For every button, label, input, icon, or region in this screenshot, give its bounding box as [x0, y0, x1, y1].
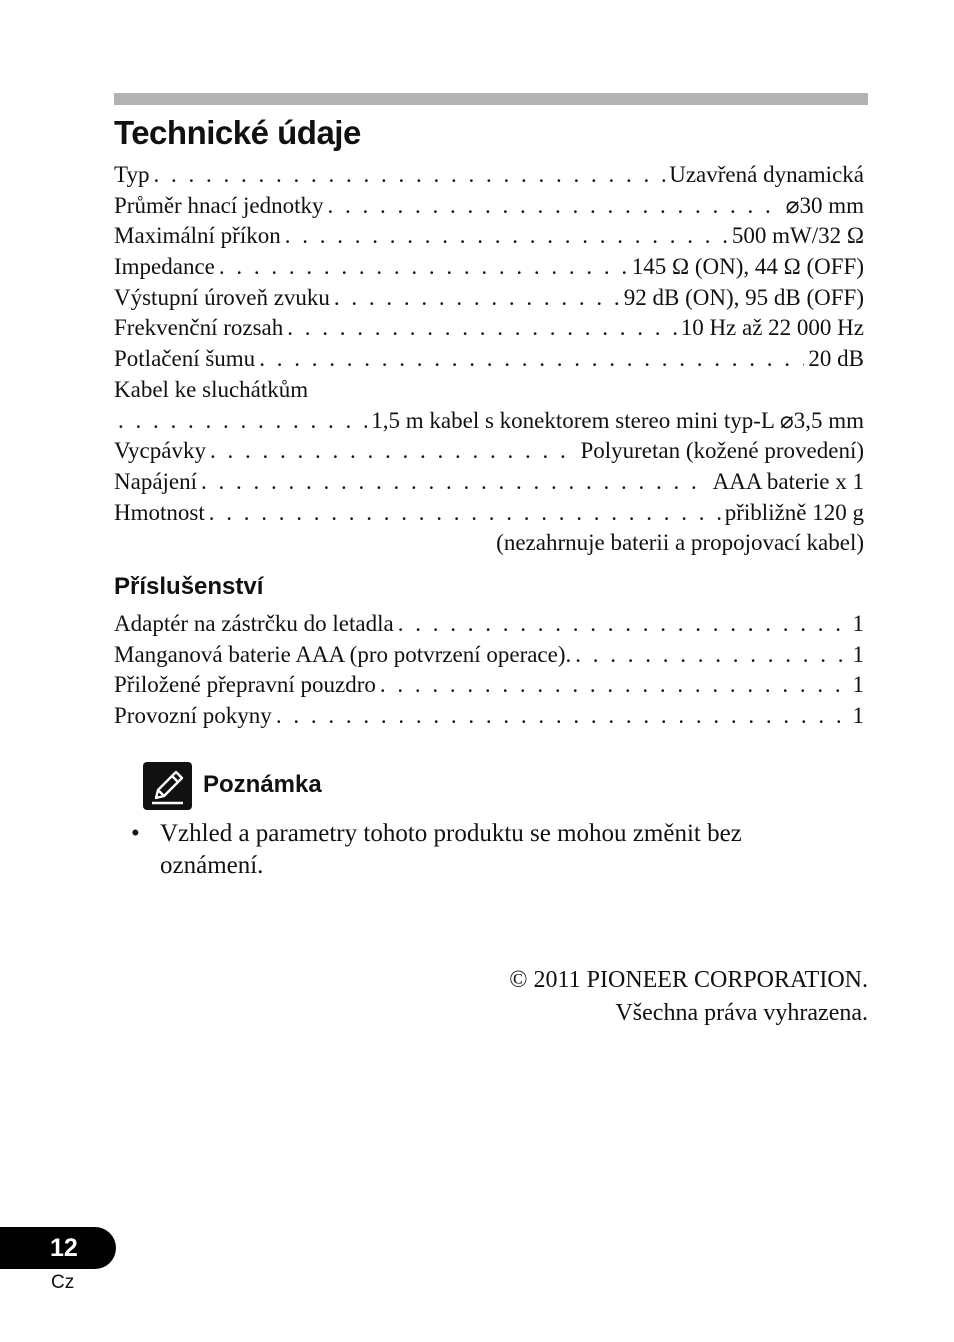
spec-list: [114, 160, 864, 559]
spec-row: [114, 406, 864, 437]
spec-label: Hmotnost: [114, 499, 205, 525]
spec-value: přibližně 120 g: [724, 499, 864, 525]
spec-label: Maximální příkon: [114, 223, 281, 249]
spec-label: Vycpávky: [114, 438, 206, 464]
spec-value: 10 Hz až 22 000 Hz: [680, 315, 864, 341]
spec-label: Frekvenční rozsah: [114, 315, 284, 341]
spec-row: [114, 221, 864, 252]
accessory-label: Manganová baterie AAA (pro potvrzení operace).: [114, 641, 572, 667]
spec-value: ⌀30 mm: [785, 192, 864, 218]
spec-value: Uzavřená dynamická: [669, 162, 864, 187]
spec-row: [114, 160, 864, 191]
accessory-qty: 1: [852, 611, 864, 636]
spec-value: 145 Ω (ON), 44 Ω (OFF): [631, 254, 864, 280]
spec-row: [114, 375, 864, 406]
copyright: [509, 964, 868, 1030]
spec-label: Kabel ke sluchátkům: [114, 376, 309, 402]
copyright-line: © 2011 PIONEER CORPORATION.: [509, 967, 868, 993]
spec-row: [114, 191, 864, 222]
accessory-qty: 1: [852, 641, 864, 667]
page-number: 12: [0, 1227, 116, 1269]
accessory-row: [114, 701, 864, 732]
pencil-icon: [143, 762, 192, 810]
spec-value: 500 mW/32 Ω: [731, 223, 864, 249]
spec-label: Napájení: [114, 468, 198, 494]
note-item: [131, 818, 821, 882]
spec-value: 1,5 m kabel s konektorem stereo mini typ-L ⌀3,5 mm: [371, 407, 864, 433]
accessory-row: [114, 670, 864, 701]
spec-row: [114, 436, 864, 467]
accessories-list: [114, 609, 864, 732]
bullet: •: [131, 820, 140, 847]
spec-row: [114, 498, 864, 529]
spec-value: 20 dB: [808, 346, 864, 372]
page-title: Technické údaje: [114, 114, 361, 151]
accessory-row: [114, 609, 864, 640]
rights-line: Všechna práva vyhrazena.: [615, 1000, 868, 1026]
accessory-row: [114, 640, 864, 671]
spec-row: [114, 467, 864, 498]
spec-row: [114, 344, 864, 375]
spec-label: Průměr hnací jednotky: [114, 192, 324, 218]
spec-row: [114, 313, 864, 344]
header-bar: [114, 93, 868, 105]
spec-label: Impedance: [114, 254, 215, 280]
spec-row: [114, 283, 864, 314]
spec-value: AAA baterie x 1: [712, 468, 864, 494]
spec-label: Potlačení šumu: [114, 346, 256, 372]
accessory-label: Přiložené přepravní pouzdro: [114, 672, 376, 698]
spec-value: 92 dB (ON), 95 dB (OFF): [623, 284, 864, 310]
spec-row: [114, 252, 864, 283]
note-title: Poznámka: [203, 771, 322, 798]
note-text: Vzhled a parametry tohoto produktu se mohou změnit bez oznámení.: [160, 820, 742, 879]
accessory-qty: 1: [852, 672, 864, 698]
language-code: Cz: [51, 1272, 75, 1293]
spec-row: [114, 528, 864, 559]
spec-value: (nezahrnuje baterii a propojovací kabel): [496, 530, 864, 556]
spec-value: Polyuretan (kožené provedení): [580, 438, 864, 464]
accessories-heading: Příslušenství: [114, 573, 264, 600]
accessory-label: Provozní pokyny: [114, 703, 272, 729]
spec-label: Typ: [114, 162, 150, 187]
accessory-qty: 1: [852, 703, 864, 729]
spec-label: Výstupní úroveň zvuku: [114, 284, 330, 310]
accessory-label: Adaptér na zástrčku do letadla: [114, 611, 394, 636]
